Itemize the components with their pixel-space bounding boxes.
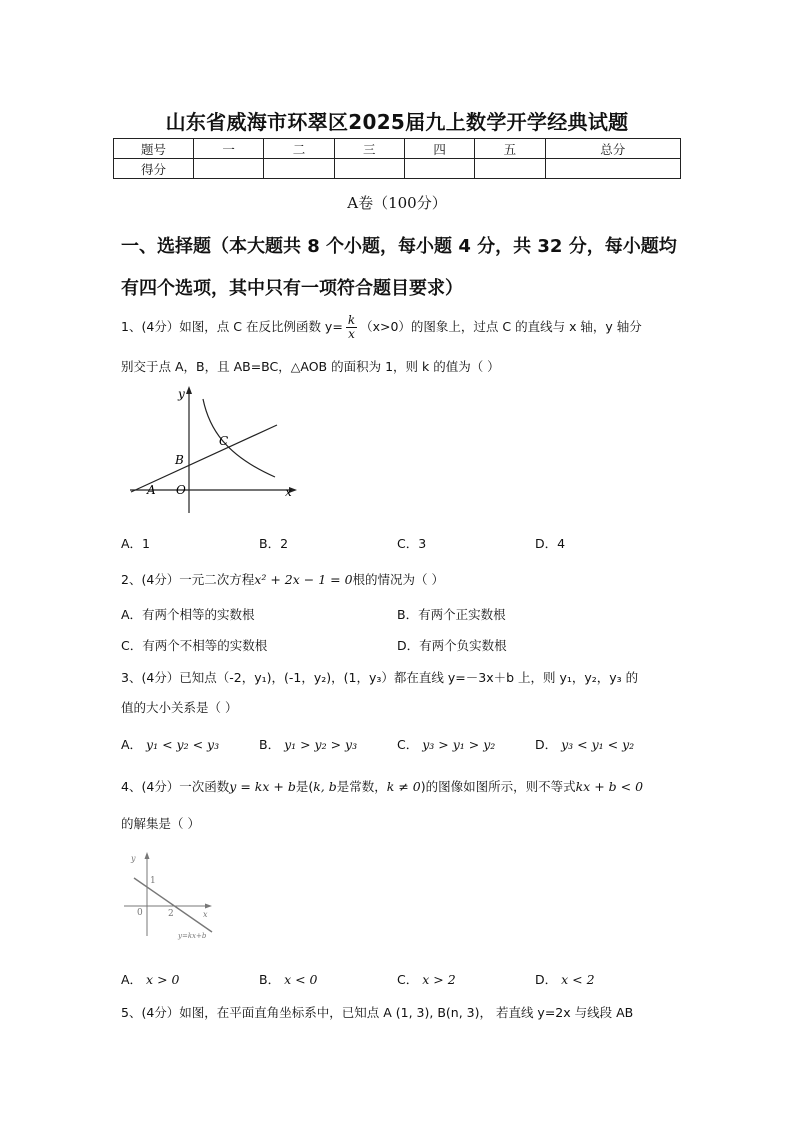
score-cell[interactable] <box>334 159 404 179</box>
q3-option-d-expr: y₃ < y₁ < y₂ <box>561 737 635 752</box>
q4-expr1: y = kx + b <box>229 779 296 794</box>
q2-option-a[interactable]: A．有两个相等的实数根 <box>121 607 255 622</box>
q4-expr3: k ≠ 0 <box>386 779 421 794</box>
score-cell[interactable] <box>475 159 545 179</box>
q1-label-y: y <box>178 387 185 401</box>
score-header-cell: 三 <box>334 139 404 159</box>
q4-option-a[interactable] <box>121 970 179 988</box>
q3-line1: 3、(4分）已知点（-2，y₁)，(-1，y₂)，(1，y₃）都在直线 y=－3x＋b 上，则 y₁，y₂，y₃ 的 <box>121 670 639 685</box>
q1-text-b: （x>0）的图象上，过点 C 的直线与 x 轴，y 轴分 <box>360 319 642 334</box>
q3-option-c-expr: y₃ > y₁ > y₂ <box>422 737 496 752</box>
q1-option-a[interactable]: A．1 <box>121 536 151 551</box>
q1-label-c: C <box>219 434 229 448</box>
section-title: A卷（100分） <box>347 194 447 212</box>
q4-option-c[interactable] <box>397 970 456 988</box>
q4-label-origin: 0 <box>137 908 143 918</box>
q4-text-d: )的图像如图所示，则不等式 <box>420 779 576 794</box>
score-cell[interactable] <box>264 159 334 179</box>
q1-y-arrow <box>186 386 192 394</box>
q4-label-one: 1 <box>150 876 156 886</box>
q1-label-x: x <box>285 485 292 499</box>
q1-option-d[interactable]: D．4 <box>535 536 566 551</box>
q4-option-b-expr: x < 0 <box>284 972 318 987</box>
q3-option-a[interactable] <box>121 735 219 753</box>
score-table-header-row <box>114 139 681 159</box>
q1-label-b: B <box>175 453 184 467</box>
q2-option-d[interactable]: D．有两个负实数根 <box>397 638 507 653</box>
q4-line1 <box>121 777 643 795</box>
q4-label-y: y <box>131 854 136 863</box>
q2-line1 <box>121 570 444 588</box>
q2-text-b: 根的情况为（ ） <box>352 572 445 587</box>
q1-fraction <box>346 314 357 341</box>
q1-line-abc <box>131 425 277 492</box>
q1-hyperbola <box>203 399 275 477</box>
q3-option-c-label: C． <box>397 737 419 752</box>
q3-option-a-expr: y₁ < y₂ < y₃ <box>146 737 220 752</box>
q4-option-d[interactable] <box>535 970 595 988</box>
q4-text-a: 4、(4分）一次函数 <box>121 779 230 794</box>
q4-option-d-expr: x < 2 <box>561 972 595 987</box>
part1-heading-line2: 有四个选项，其中只有一项符合题目要求） <box>121 278 463 299</box>
score-header-cell: 四 <box>404 139 474 159</box>
q4-option-d-label: D． <box>535 972 558 987</box>
score-table <box>113 138 681 179</box>
score-table-score-row <box>114 159 681 179</box>
q4-expr2: k, b <box>313 779 337 794</box>
q4-y-arrow <box>145 852 150 859</box>
q1-label-a: A <box>147 483 156 497</box>
q1-line1 <box>121 314 642 341</box>
q1-label-o: O <box>176 483 186 497</box>
q4-line <box>134 878 212 932</box>
q1-line2: 别交于点 A，B，且 AB=BC，△AOB 的面积为 1，则 k 的值为（ ） <box>121 359 500 374</box>
q4-label-two: 2 <box>168 909 174 919</box>
score-header-cell: 总分 <box>545 139 680 159</box>
q4-option-a-label: A． <box>121 972 143 987</box>
q1-option-c[interactable]: C．3 <box>397 536 427 551</box>
q1-option-b[interactable]: B．2 <box>259 536 289 551</box>
q2-equation: x² + 2x − 1 = 0 <box>254 572 353 587</box>
q4-text-b: 是( <box>295 779 314 794</box>
exam-title: 山东省威海市环翠区2025届九上数学开学经典试题 <box>165 110 629 134</box>
q2-text-a: 2、(4分）一元二次方程 <box>121 572 255 587</box>
q4-text-c: 是常数， <box>336 779 387 794</box>
q1-frac-num: k <box>347 313 356 327</box>
q3-option-b[interactable] <box>259 735 357 753</box>
q4-x-arrow <box>205 904 212 909</box>
q4-label-x: x <box>203 910 208 919</box>
score-header-cell: 一 <box>194 139 264 159</box>
score-row-label: 得分 <box>114 159 194 179</box>
q2-option-b[interactable]: B．有两个正实数根 <box>397 607 506 622</box>
q4-label-fn: y=kx+b <box>178 932 207 940</box>
score-header-cell: 二 <box>264 139 334 159</box>
q1-text-a: 1、(4分）如图，点 C 在反比例函数 y= <box>121 319 343 334</box>
q4-option-c-label: C． <box>397 972 419 987</box>
q4-option-b-label: B． <box>259 972 281 987</box>
q4-figure <box>122 848 222 943</box>
score-cell[interactable] <box>194 159 264 179</box>
q4-option-b[interactable] <box>259 970 318 988</box>
score-header-cell: 题号 <box>114 139 194 159</box>
q5-line1: 5、(4分）如图，在平面直角坐标系中，已知点 A (1, 3), B(n, 3)， 若直线 y=2x 与线段 AB <box>121 1005 634 1020</box>
score-header-cell: 五 <box>475 139 545 159</box>
q3-option-d-label: D． <box>535 737 558 752</box>
q3-option-a-label: A． <box>121 737 143 752</box>
q4-option-a-expr: x > 0 <box>146 972 180 987</box>
q1-frac-den: x <box>348 327 355 341</box>
q4-option-c-expr: x > 2 <box>422 972 456 987</box>
q1-figure <box>125 383 305 518</box>
part1-heading-line1: 一、选择题（本大题共 8 个小题，每小题 4 分，共 32 分，每小题均 <box>121 236 677 257</box>
q3-option-b-expr: y₁ > y₂ > y₃ <box>284 737 358 752</box>
q3-line2: 值的大小关系是（ ） <box>121 700 238 715</box>
q2-option-c[interactable]: C．有两个不相等的实数根 <box>121 638 268 653</box>
score-cell[interactable] <box>545 159 680 179</box>
q4-expr4: kx + b < 0 <box>575 779 644 794</box>
q3-option-c[interactable] <box>397 735 495 753</box>
q3-option-d[interactable] <box>535 735 634 753</box>
q3-option-b-label: B． <box>259 737 281 752</box>
q4-line2: 的解集是（ ） <box>121 816 200 831</box>
score-cell[interactable] <box>404 159 474 179</box>
